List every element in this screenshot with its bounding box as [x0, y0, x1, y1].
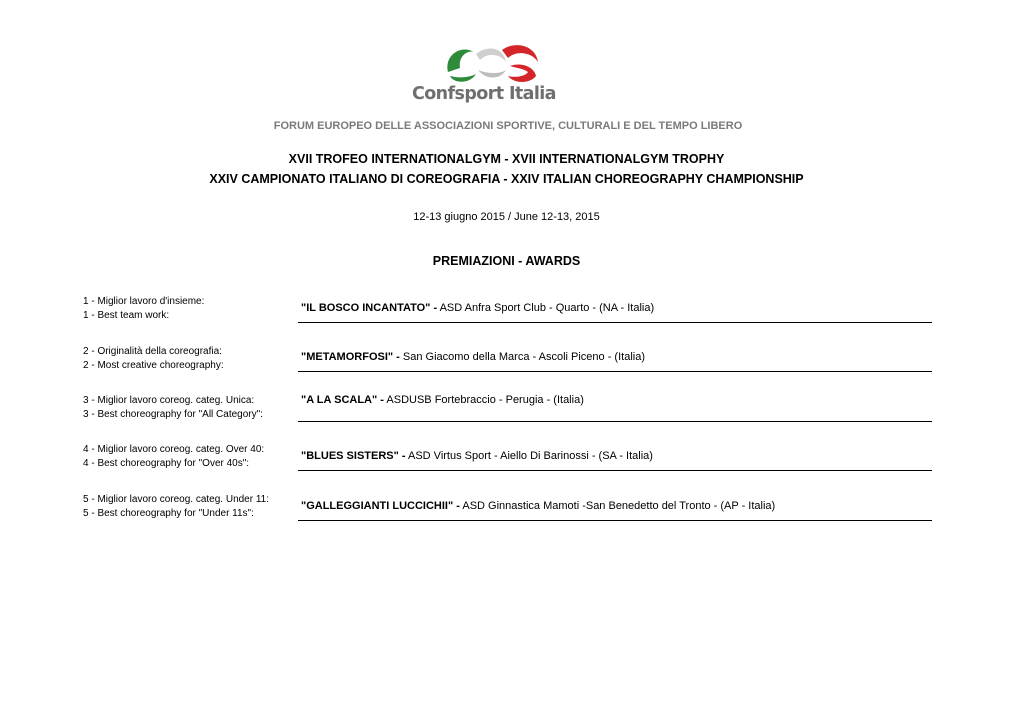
award-label-it: 3 - Miglior lavoro coreog. categ. Unica: [83, 395, 255, 406]
award-club: ASDUSB Fortebraccio - Perugia - (Italia) [383, 394, 584, 406]
award-label [83, 394, 263, 422]
forum-subtitle: FORUM EUROPEO DELLE ASSOCIAZIONI SPORTIVE, CULTURALI E DEL TEMPO LIBERO [273, 120, 743, 132]
championship-title: XXIV CAMPIONATO ITALIANO DI COREOGRAFIA - XXIV ITALIAN CHOREOGRAPHY CHAMPIONSHIP [209, 172, 804, 186]
award-title: "METAMORFOSI" - [301, 351, 400, 363]
award-title: "BLUES SISTERS" - [301, 450, 406, 462]
trophy-title: XVII TROFEO INTERNATIONALGYM - XVII INTERNATIONALGYM TROPHY [288, 152, 725, 166]
award-label [83, 295, 204, 323]
award-club: San Giacomo della Marca - Ascoli Piceno - (Italia) [399, 351, 645, 363]
award-label [83, 493, 269, 521]
award-label [83, 443, 264, 471]
award-winner [301, 302, 654, 314]
confsport-logo [410, 40, 580, 110]
award-club: ASD Anfra Sport Club - Quarto - (NA - Italia) [437, 302, 655, 314]
award-label-en: 2 - Most creative choreography: [83, 360, 224, 371]
award-label-it: 4 - Miglior lavoro coreog. categ. Over 40: [83, 444, 265, 455]
award-label [83, 345, 224, 373]
divider [298, 421, 932, 422]
award-label-en: 3 - Best choreography for "All Category": [83, 409, 263, 420]
awards-heading: PREMIAZIONI - AWARDS [432, 254, 581, 268]
award-winner [301, 351, 645, 363]
award-winner [301, 394, 584, 406]
logo-emblem-icon [440, 40, 550, 86]
award-title: "IL BOSCO INCANTATO" - [301, 302, 438, 314]
award-label-en: 5 - Best choreography for "Under 11s": [83, 508, 254, 519]
award-winner [301, 500, 775, 512]
award-label-en: 1 - Best team work: [83, 310, 170, 321]
divider [298, 470, 932, 471]
award-club: ASD Virtus Sport - Aiello Di Barinossi - (SA - Italia) [405, 450, 653, 462]
divider [298, 520, 932, 521]
award-label-en: 4 - Best choreography for "Over 40s": [83, 458, 250, 469]
divider [298, 371, 932, 372]
logo-wordmark: Confsport Italia [412, 84, 556, 104]
award-label-it: 2 - Originalità della coreografia: [83, 346, 222, 357]
award-winner [301, 450, 653, 462]
divider [298, 322, 932, 323]
award-club: ASD Ginnastica Mamoti -San Benedetto del Tronto - (AP - Italia) [459, 500, 776, 512]
event-dates: 12-13 giugno 2015 / June 12-13, 2015 [413, 211, 600, 223]
award-title: "A LA SCALA" - [301, 394, 384, 406]
award-label-it: 1 - Miglior lavoro d'insieme: [83, 296, 205, 307]
award-label-it: 5 - Miglior lavoro coreog. categ. Under 11: [83, 494, 270, 505]
award-title: "GALLEGGIANTI LUCCICHII" - [301, 500, 460, 512]
